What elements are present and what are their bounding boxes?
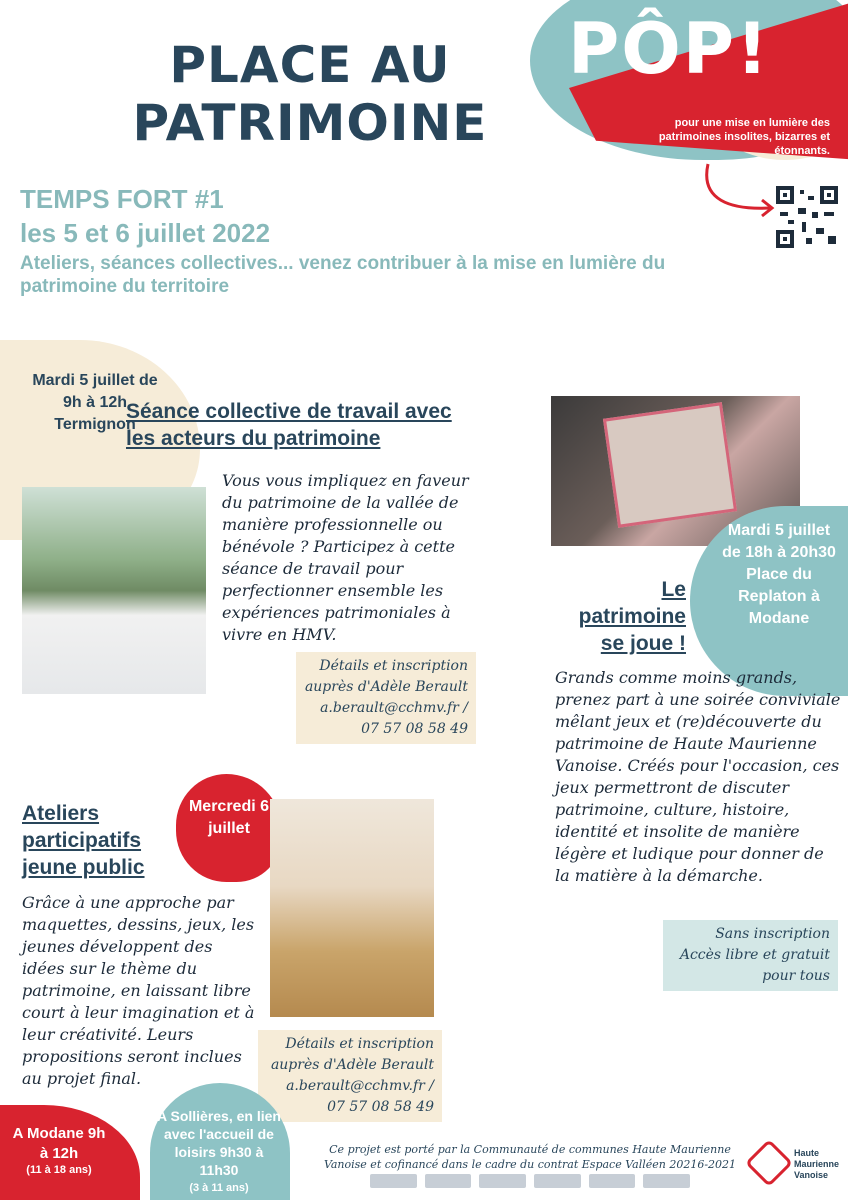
ateliers-details: Détails et inscription auprès d'Adèle Berault a.berault@cchmv.fr / 07 57 08 58 49 bbox=[258, 1030, 442, 1122]
sollieres-session: A Sollières, en lien avec l'accueil de loisirs 9h30 à 11h30 bbox=[157, 1108, 281, 1178]
intro-text: Ateliers, séances collectives... venez contribuer à la mise en lumière du patrimoine du territoire bbox=[20, 253, 666, 297]
ateliers-photo bbox=[270, 799, 434, 1017]
sollieres-age: (3 à 11 ans) bbox=[189, 1182, 249, 1194]
partner-logos bbox=[370, 1172, 690, 1190]
joue-heading: Le patrimoine se joue ! bbox=[578, 578, 686, 655]
joue-when: Mardi 5 juillet de 18h à 20h30 Place du Replaton à Modane bbox=[722, 522, 836, 627]
footer-text: Ce projet est porté par la Communauté de communes Haute Maurienne Vanoise et cofinancé dans le cadre du contrat Espace Valléen 20216-2021 bbox=[323, 1143, 737, 1171]
page-title: PLACE AU PATRIMOINE bbox=[132, 36, 488, 152]
partner-logo bbox=[370, 1174, 417, 1188]
ateliers-heading: Ateliers participatifs jeune public bbox=[22, 802, 145, 879]
partner-logo bbox=[425, 1174, 472, 1188]
ateliers-body: Grâce à une approche par maquettes, dessins, jeux, les jeunes développent des idées sur le thème du patrimoine, en laissant libre court à leur imagination et à leur créativité. Leurs propositions seront inclues au projet final. bbox=[22, 893, 255, 1088]
seance-details: Détails et inscription auprès d'Adèle Berault a.berault@cchmv.fr / 07 57 08 58 49 bbox=[296, 652, 476, 744]
seance-photo bbox=[22, 487, 206, 694]
pop-subtitle: pour une mise en lumière des patrimoines insolites, bizarres et étonnants. bbox=[658, 117, 830, 157]
hmv-logo-text: Haute Maurienne Vanoise bbox=[794, 1148, 840, 1180]
joue-body: Grands comme moins grands, prenez part à une soirée conviviale mêlant jeux et (re)découverte du patrimoine de Haute Maurienne Vanoise. Créés pour l'occasion, ces jeux permettront de discuter patrimoine, culture, histoire, identité et insolite de manière légère et ludique pour donner de la matière à la démarche. bbox=[555, 668, 841, 885]
event-dates: les 5 et 6 juillet 2022 bbox=[20, 218, 271, 248]
pop-logo: PÔP! bbox=[568, 8, 771, 90]
partner-logo bbox=[589, 1174, 636, 1188]
arrow-icon bbox=[700, 160, 780, 220]
seance-body: Vous vous impliquez en faveur du patrimoine de la vallée de manière professionnelle ou bénévole ? Participez à cette séance de travail pour perfectionner ensemble les expériences patrimoniales à vivre en HMV. bbox=[222, 471, 469, 644]
partner-logo bbox=[479, 1174, 526, 1188]
modane-session: A Modane 9h à 12h bbox=[12, 1125, 106, 1162]
seance-heading: Séance collective de travail avec les acteurs du patrimoine bbox=[126, 400, 452, 450]
game-card-image bbox=[603, 402, 737, 528]
joue-details: Sans inscription Accès libre et gratuit pour tous bbox=[663, 920, 838, 991]
ateliers-when: Mercredi 6 juillet bbox=[188, 798, 270, 837]
partner-logo bbox=[534, 1174, 581, 1188]
seance-when: Mardi 5 juillet de 9h à 12h Termignon bbox=[32, 372, 158, 433]
hmv-logo-icon bbox=[745, 1139, 793, 1187]
partner-logo bbox=[643, 1174, 690, 1188]
modane-age: (11 à 18 ans) bbox=[26, 1164, 92, 1176]
temps-fort-label: TEMPS FORT #1 bbox=[20, 184, 224, 214]
qr-code-icon[interactable] bbox=[776, 186, 838, 248]
